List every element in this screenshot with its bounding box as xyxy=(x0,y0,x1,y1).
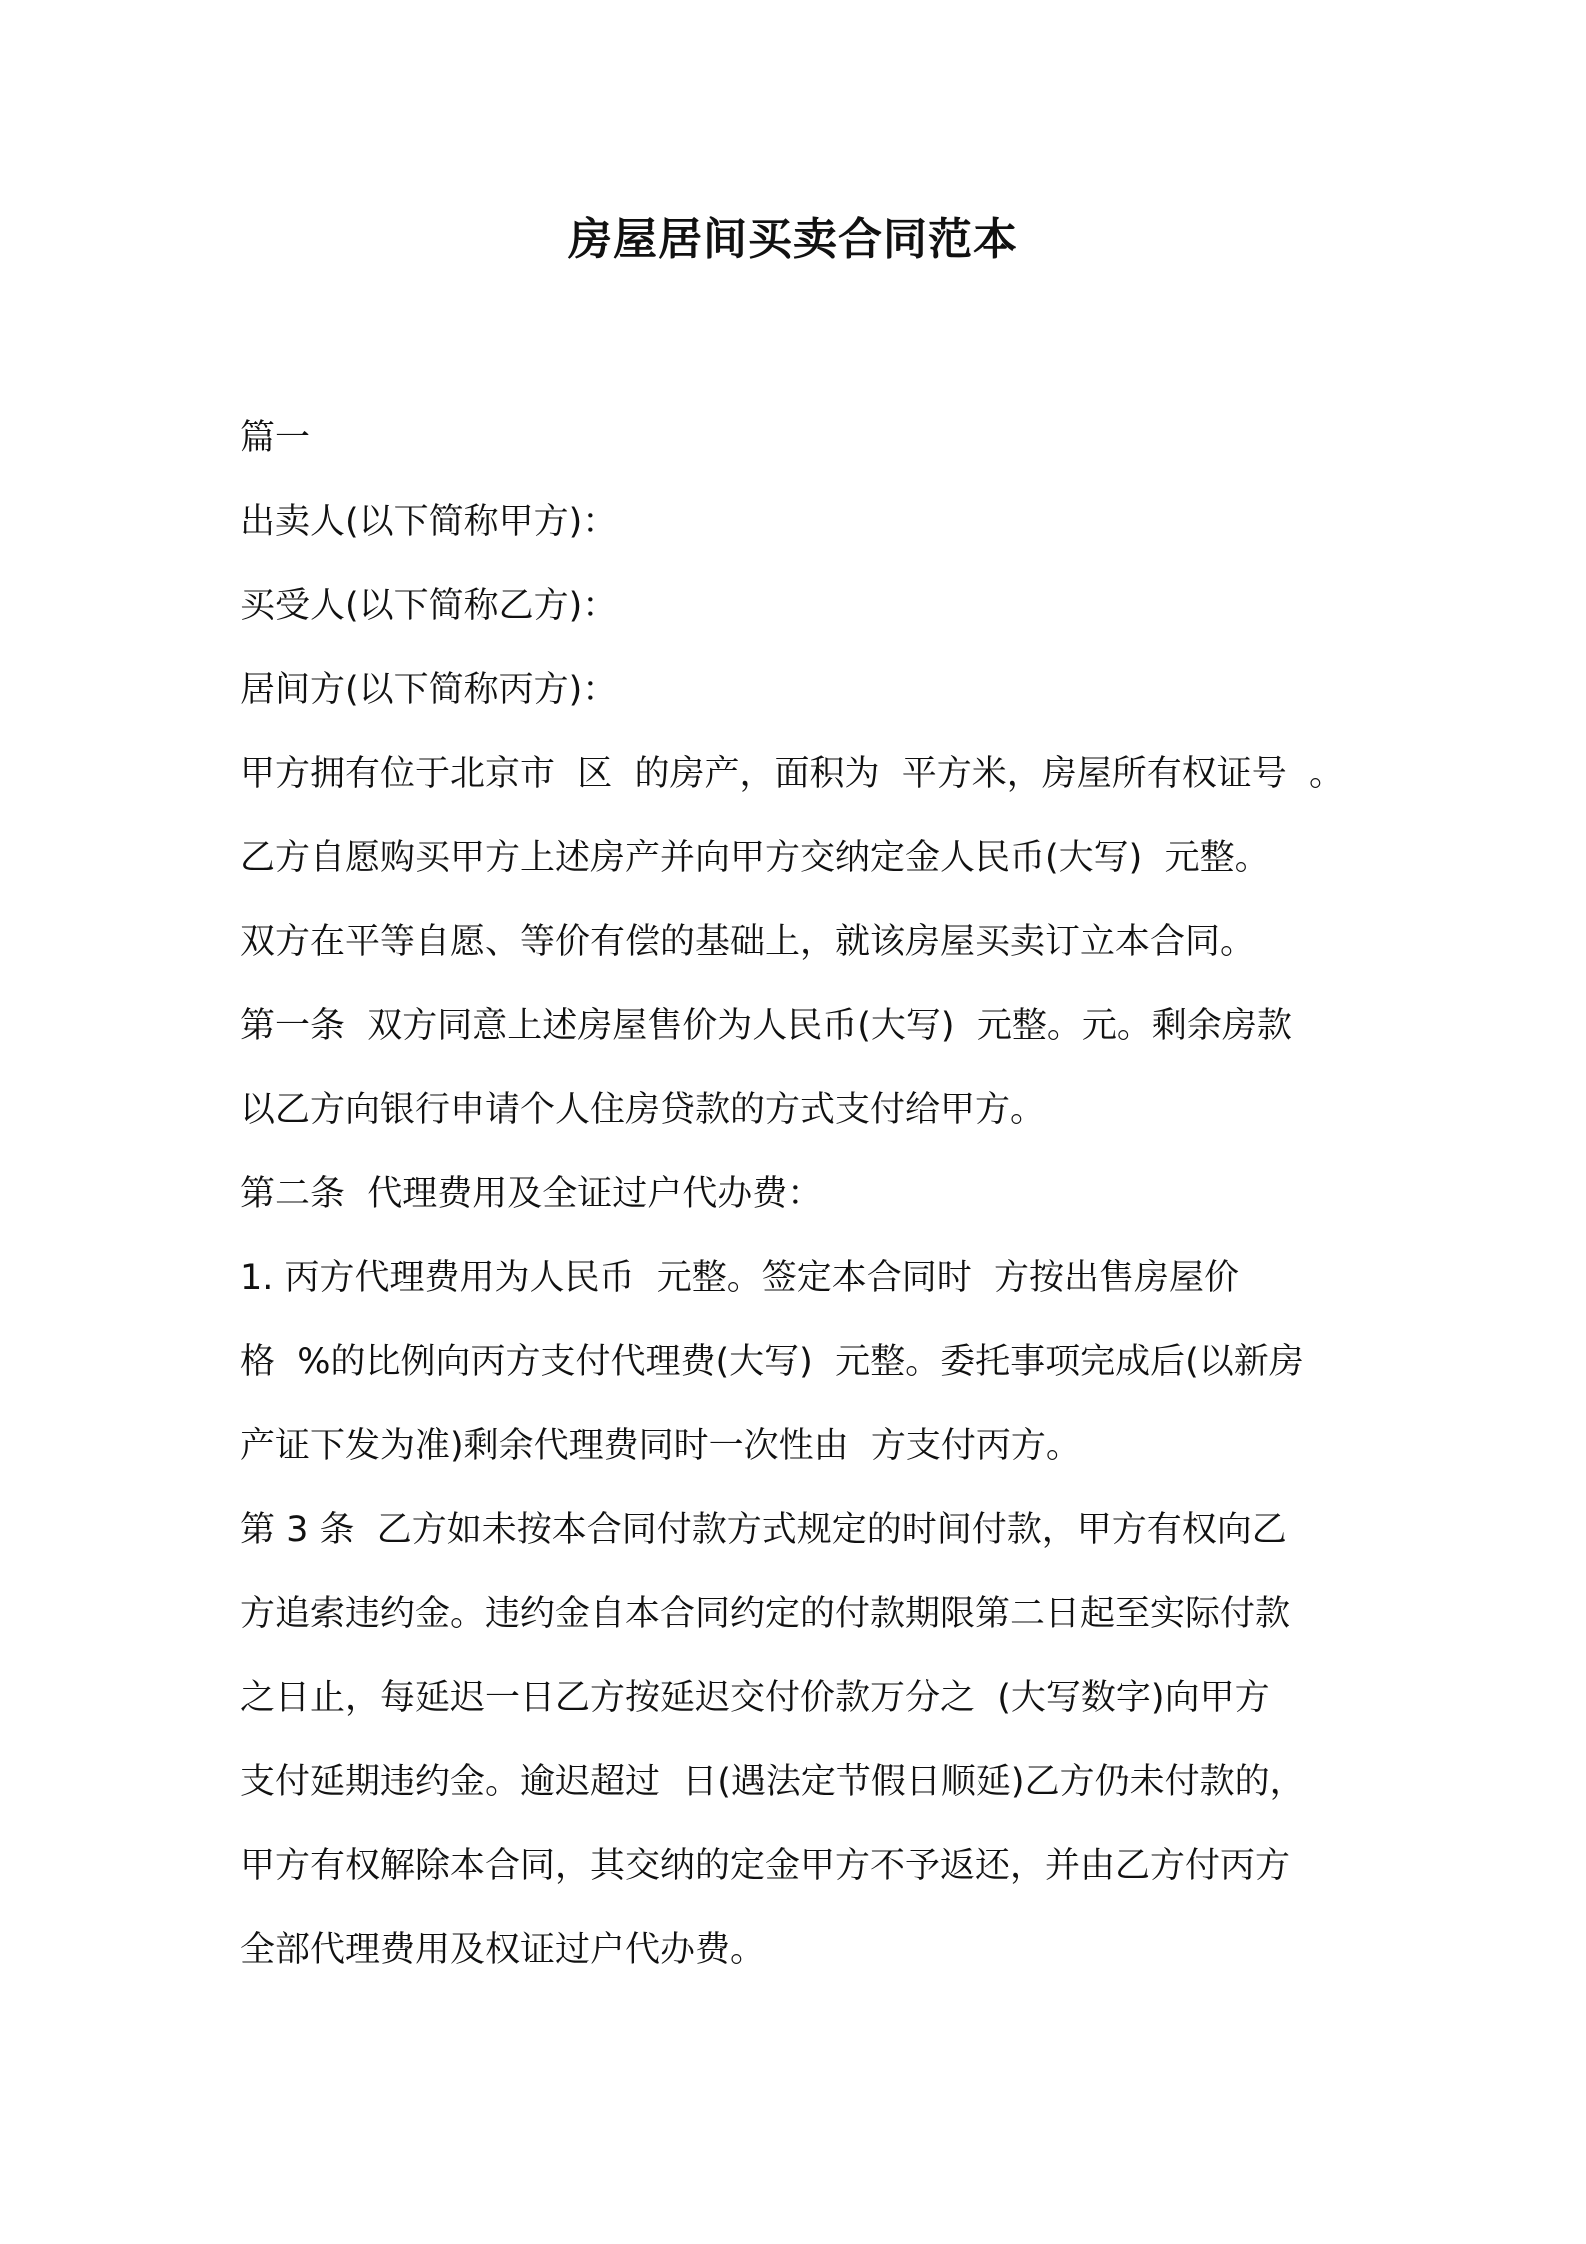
intermediary-line: 居间方(以下简称丙方)： xyxy=(240,670,618,710)
body-line: 双方在平等自愿、等价有偿的基础上，就该房屋买卖订立本合同。 xyxy=(240,922,1256,962)
seller-line: 出卖人(以下简称甲方)： xyxy=(240,502,618,542)
body-line: 支付延期违约金。逾迟超过 日(遇法定节假日顺延)乙方仍未付款的， xyxy=(240,1762,1305,1802)
body-line: 甲方拥有位于北京市 区 的房产，面积为 平方米，房屋所有权证号 。 xyxy=(240,754,1345,794)
body-line: 方追索违约金。违约金自本合同约定的付款期限第二日起至实际付款 xyxy=(240,1594,1291,1634)
body-line: 全部代理费用及权证过户代办费。 xyxy=(240,1930,766,1970)
body-line: 甲方有权解除本合同，其交纳的定金甲方不予返还，并由乙方付丙方 xyxy=(240,1846,1291,1886)
body-line: 之日止，每延迟一日乙方按延迟交付价款万分之 (大写数字)向甲方 xyxy=(240,1678,1270,1718)
body-line: 格 %的比例向丙方支付代理费(大写) 元整。委托事项完成后(以新房 xyxy=(240,1342,1304,1382)
article-line: 第二条 代理费用及全证过户代办费： xyxy=(240,1174,823,1214)
body-line: 1. 丙方代理费用为人民币 元整。签定本合同时 方按出售房屋价 xyxy=(240,1258,1240,1298)
article-line: 第 3 条 乙方如未按本合同付款方式规定的时间付款，甲方有权向乙 xyxy=(240,1510,1287,1550)
section-heading: 篇一 xyxy=(240,418,311,458)
buyer-line: 买受人(以下简称乙方)： xyxy=(240,586,618,626)
article-line: 第一条 双方同意上述房屋售价为人民币(大写) 元整。元。剩余房款 xyxy=(240,1006,1292,1046)
body-line: 以乙方向银行申请个人住房贷款的方式支付给甲方。 xyxy=(240,1090,1046,1130)
document-body xyxy=(240,408,1350,2004)
body-line: 产证下发为准)剩余代理费同时一次性由 方支付丙方。 xyxy=(240,1426,1081,1466)
body-line: 乙方自愿购买甲方上述房产并向甲方交纳定金人民币(大写) 元整。 xyxy=(240,838,1270,878)
document-title: 房屋居间买卖合同范本 xyxy=(568,214,1018,265)
